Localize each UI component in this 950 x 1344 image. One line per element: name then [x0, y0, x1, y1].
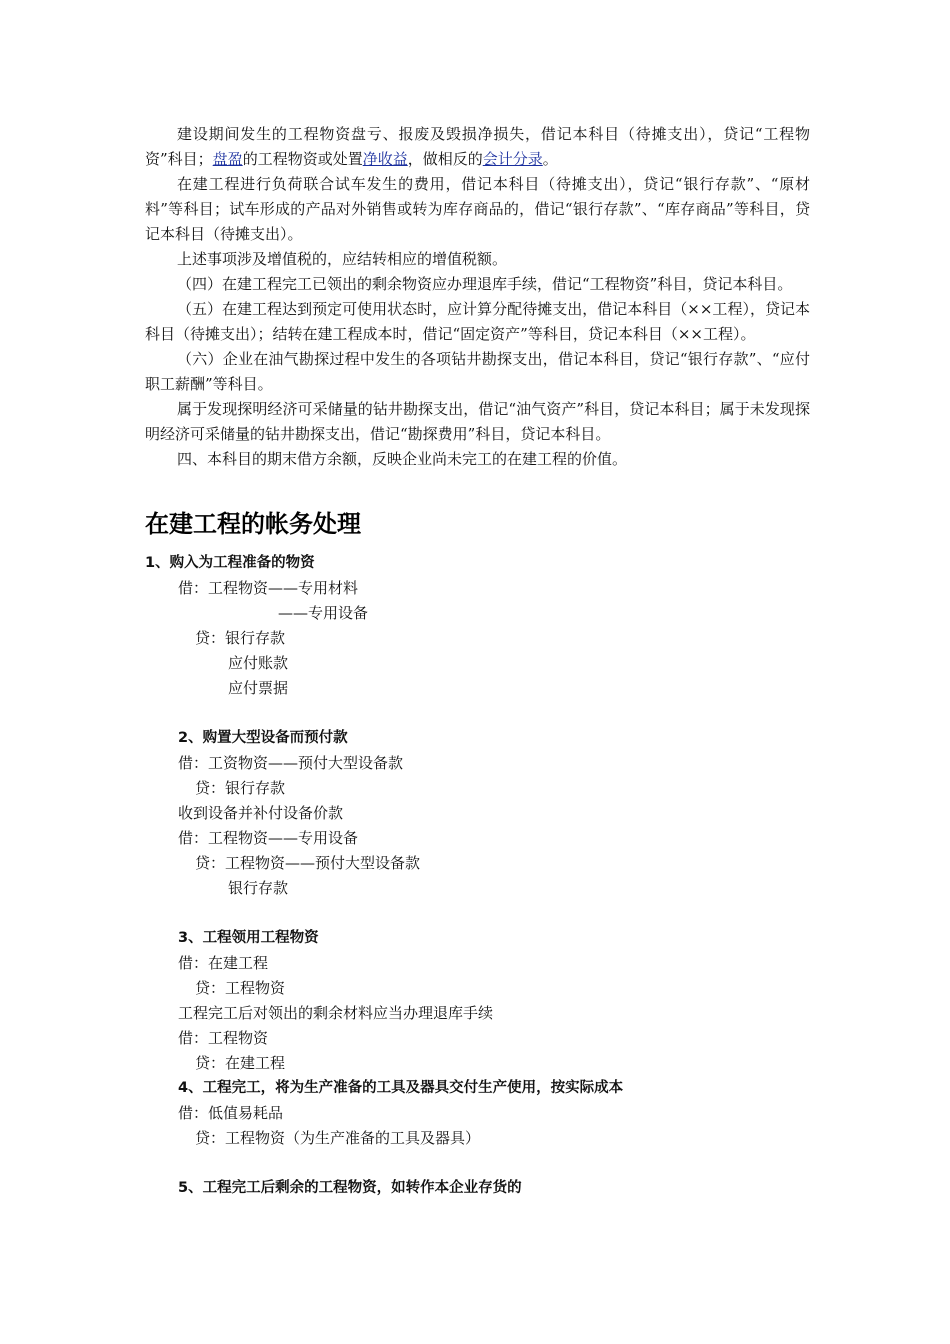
entry-line: 借：低值易耗品 — [178, 1104, 284, 1122]
entry-line: 贷：银行存款 — [195, 779, 286, 797]
section-title: 在建工程的帐务处理 — [145, 510, 361, 538]
entry-line: 贷：工程物资 — [195, 979, 286, 997]
blank-line — [145, 901, 810, 926]
entry-line: 应付票据 — [228, 679, 289, 697]
body-text — [145, 122, 810, 472]
entry-line: 银行存款 — [228, 879, 289, 897]
entry-line: 借：工资物资——预付大型设备款 — [178, 754, 404, 772]
entry-heading: 4、工程完工，将为生产准备的工具及器具交付生产使用，按实际成本 — [178, 1080, 624, 1096]
paragraph-4: （四）在建工程完工已领出的剩余物资应办理退库手续，借记“工程物资”科目，贷记本科目。 — [177, 275, 793, 293]
link-pan-ying[interactable]: 盘盈 — [212, 150, 243, 168]
journal-entries — [145, 551, 810, 1201]
entry-line: 收到设备并补付设备价款 — [178, 804, 344, 822]
link-kuai-ji-fen-lu[interactable]: 会计分录 — [482, 150, 543, 168]
entry-line: 工程完工后对领出的剩余材料应当办理退库手续 — [178, 1004, 494, 1022]
entry-line: 应付账款 — [228, 654, 289, 672]
blank-line — [145, 701, 810, 726]
blank-line — [145, 1151, 810, 1176]
entry-heading: 5、工程完工后剩余的工程物资，如转作本企业存货的 — [178, 1180, 522, 1196]
paragraph-7: 属于发现探明经济可采储量的钻井勘探支出，借记“油气资产”科目，贷记本科目；属于未发现探明经济可采储量的钻井勘探支出，借记“勘探费用”科目，贷记本科目。 — [145, 400, 810, 443]
entry-line: 贷：在建工程 — [195, 1054, 286, 1072]
paragraph-8: 四、本科目的期末借方余额，反映企业尚未完工的在建工程的价值。 — [177, 450, 628, 468]
paragraph-1-text-d: 。 — [542, 150, 558, 168]
paragraph-5: （五）在建工程达到预定可使用状态时，应计算分配待摊支出，借记本科目（××工程），贷记本科目（待摊支出）；结转在建工程成本时，借记“固定资产”等科目，贷记本科目（××工程）。 — [145, 300, 810, 343]
entry-heading: 1、购入为工程准备的物资 — [145, 555, 315, 571]
paragraph-2: 在建工程进行负荷联合试车发生的费用，借记本科目（待摊支出），贷记“银行存款”、“原材料”等科目；试车形成的产品对外销售或转为库存商品的，借记“银行存款”、“库存商品”等科目，贷记本科目（待摊支出）。 — [145, 175, 810, 243]
paragraph-3: 上述事项涉及增值税的，应结转相应的增值税额。 — [177, 250, 508, 268]
entry-line: 贷：银行存款 — [195, 629, 286, 647]
paragraph-1-text-b: 的工程物资或处置 — [242, 150, 363, 168]
paragraph-1 — [145, 122, 810, 172]
paragraph-6: （六）企业在油气勘探过程中发生的各项钻井勘探支出，借记本科目，贷记“银行存款”、“应付职工薪酬”等科目。 — [145, 350, 810, 393]
entry-line: 借：工程物资——专用设备 — [178, 829, 359, 847]
entry-line: 借：工程物资——专用材料 — [178, 579, 359, 597]
link-jing-shou-yi[interactable]: 净收益 — [362, 150, 408, 168]
entry-line: ——专用设备 — [278, 604, 369, 622]
paragraph-1-text-c: ，做相反的 — [407, 150, 483, 168]
entry-line: 借：工程物资 — [178, 1029, 269, 1047]
entry-line: 借：在建工程 — [178, 954, 269, 972]
entry-line: 贷：工程物资（为生产准备的工具及器具） — [195, 1129, 481, 1147]
paragraph-1-text-a: 建设期间发生的工程物资盘亏、报废及毁损净损失，借记本科目（待摊支出），贷记“工程物资”科目； — [145, 125, 810, 168]
entry-heading: 3、工程领用工程物资 — [178, 930, 319, 946]
entry-heading: 2、购置大型设备而预付款 — [178, 730, 348, 746]
entry-line: 贷：工程物资——预付大型设备款 — [195, 854, 421, 872]
